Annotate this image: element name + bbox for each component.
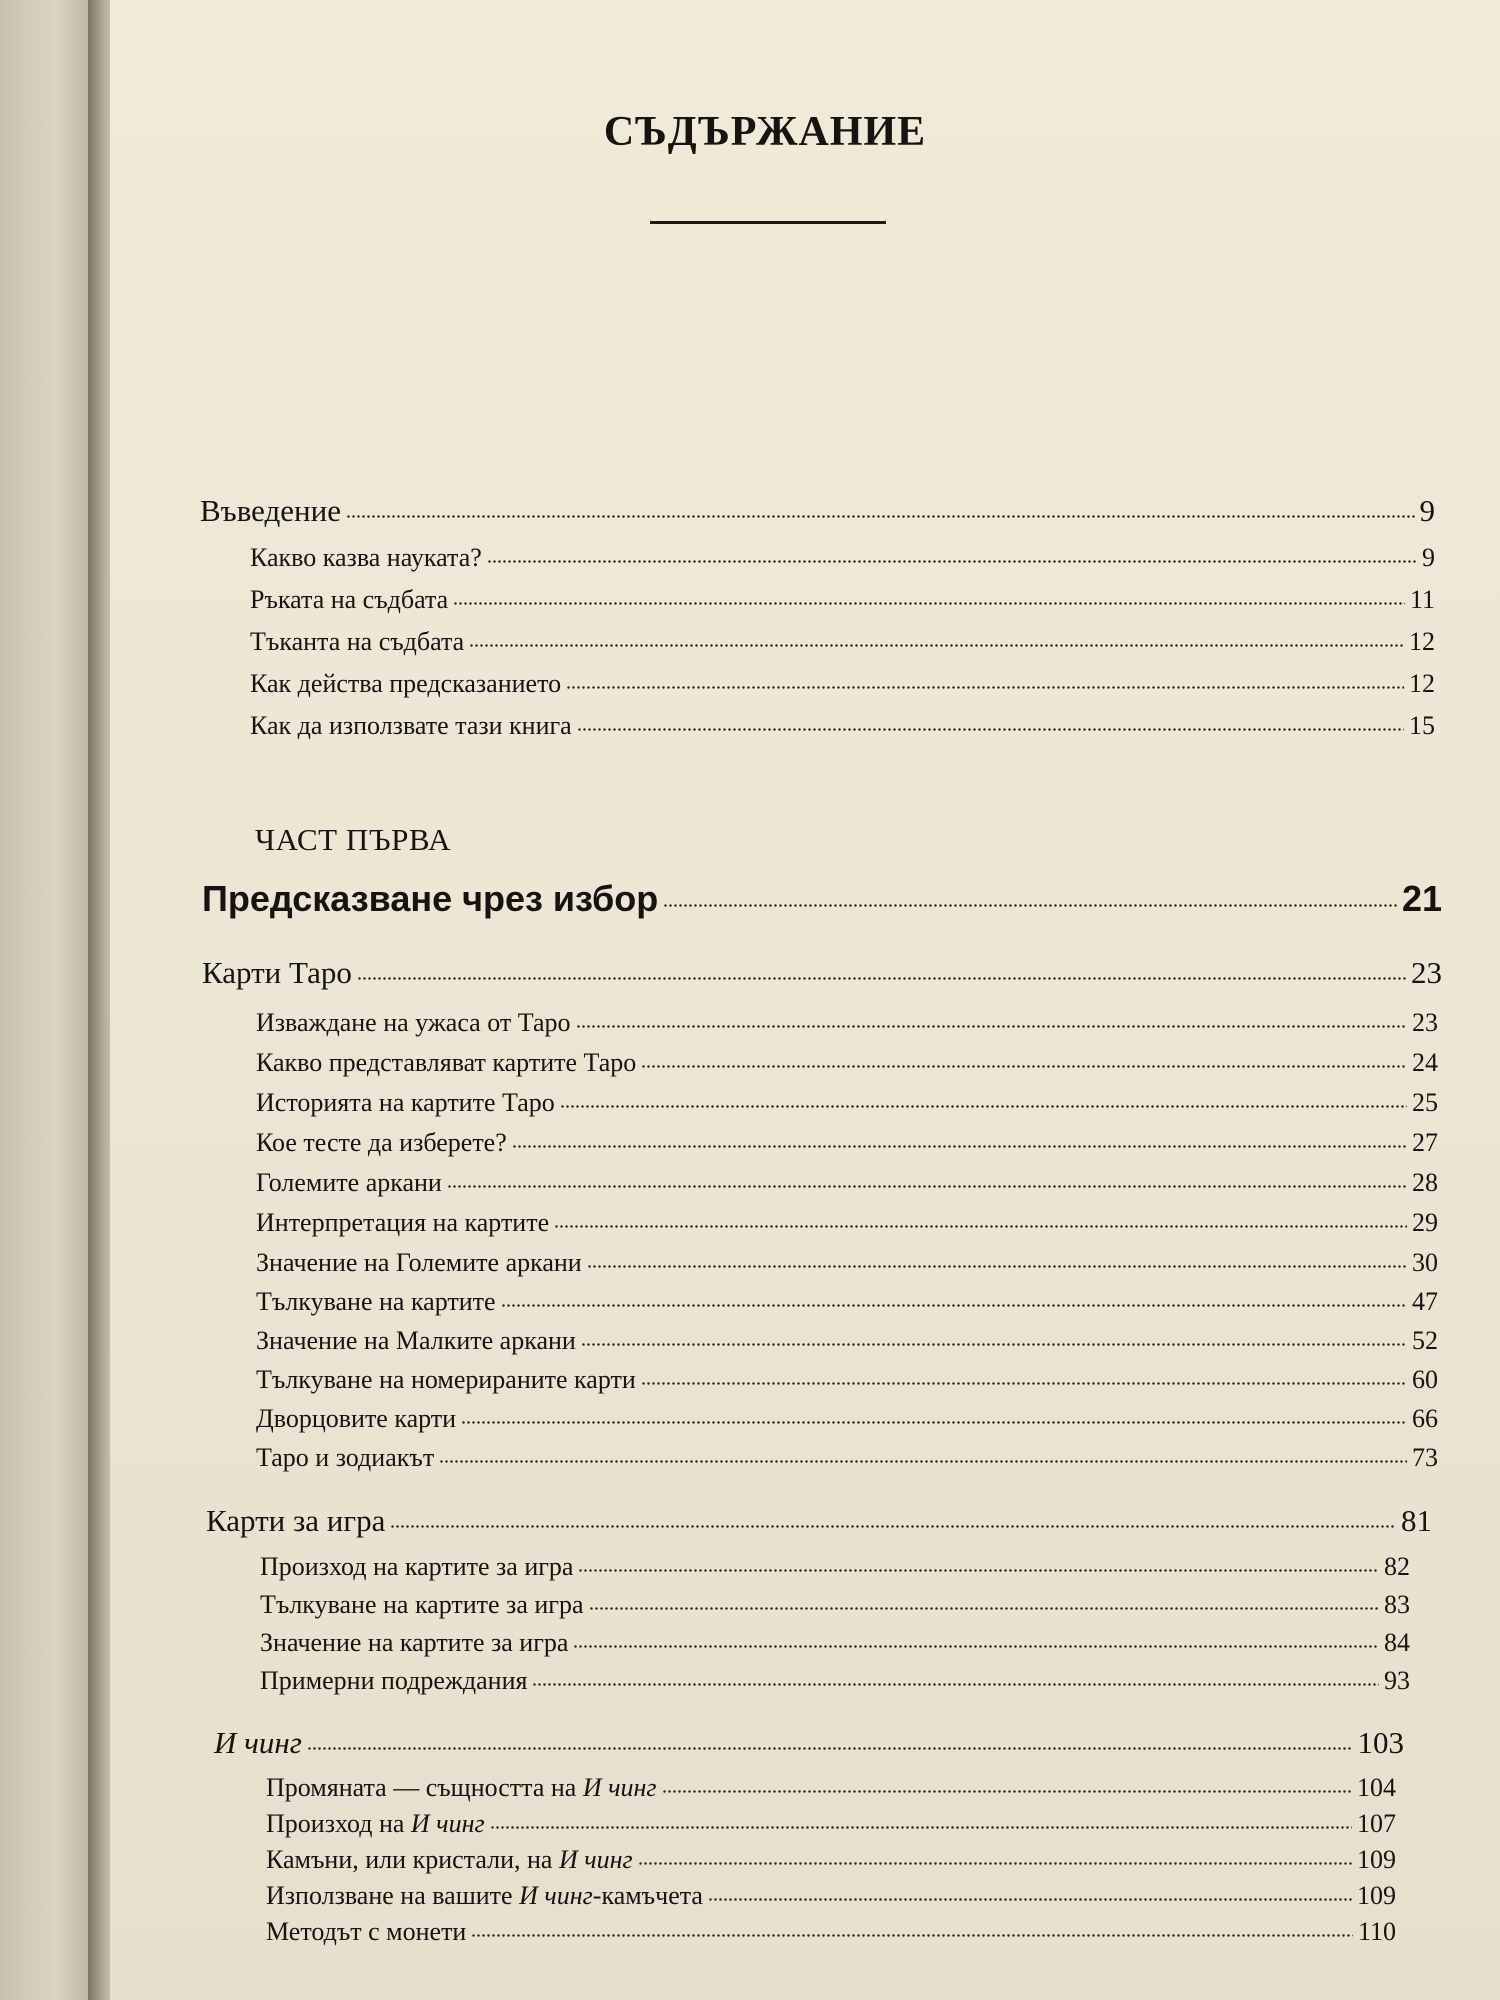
toc-item[interactable] [256, 1165, 1438, 1198]
leader-dots [638, 1839, 1352, 1865]
page-title: СЪДЪРЖАНИЕ [603, 109, 927, 155]
toc-item[interactable] [266, 1806, 1396, 1839]
leader-dots [447, 1162, 1407, 1188]
toc-entry-label: Дворцовите карти [256, 1404, 457, 1433]
toc-page-number: 82 [1384, 1552, 1410, 1581]
leader-dots [576, 1002, 1407, 1028]
toc-item[interactable] [256, 1085, 1438, 1118]
toc-page-number: 73 [1412, 1443, 1438, 1472]
toc-page-number: 30 [1412, 1248, 1438, 1277]
toc-entry-label: Примерни подреждания [260, 1666, 528, 1695]
toc-page-number: 60 [1412, 1365, 1438, 1394]
leader-dots [662, 1767, 1352, 1793]
toc-page-number: 28 [1412, 1168, 1438, 1197]
toc-entry-label: Тълкуване на номерираните карти [256, 1365, 636, 1394]
toc-item[interactable] [260, 1549, 1410, 1582]
toc-item[interactable] [256, 1005, 1438, 1038]
label-text: Използване на вашите [266, 1881, 520, 1910]
toc-page-number: 84 [1384, 1628, 1410, 1657]
label-italic-text: И чинг [410, 1809, 485, 1838]
toc-item[interactable] [250, 666, 1435, 699]
leader-dots [581, 1320, 1407, 1346]
label-italic-text: И чинг [558, 1845, 633, 1874]
toc-entry-label: Изваждане на ужаса от Таро [256, 1008, 571, 1037]
toc-page-number: 23 [1412, 1008, 1438, 1037]
toc-item[interactable] [256, 1323, 1438, 1356]
leader-dots [554, 1202, 1407, 1228]
leader-dots [512, 1122, 1407, 1148]
leader-dots [439, 1437, 1407, 1463]
toc-page-number: 24 [1412, 1048, 1438, 1077]
toc-page-number: 12 [1409, 669, 1435, 698]
toc-entry-label: Какво казва науката? [250, 543, 482, 572]
toc-page-number: 11 [1409, 585, 1435, 614]
toc-item[interactable] [256, 1205, 1438, 1238]
leader-dots [587, 1242, 1407, 1268]
toc-item[interactable] [250, 540, 1435, 573]
toc-page-number: 12 [1409, 627, 1435, 656]
toc-page-number: 107 [1357, 1809, 1396, 1838]
leader-dots [663, 871, 1397, 907]
toc-entry-label: Предсказване чрез избор [202, 878, 659, 919]
toc-page-number: 29 [1412, 1208, 1438, 1237]
leader-dots [357, 949, 1406, 980]
leader-dots [307, 1719, 1353, 1750]
toc-entry-label: Ръката на съдбата [250, 585, 449, 614]
toc-item[interactable] [250, 708, 1435, 741]
leader-dots [560, 1082, 1407, 1108]
toc-item[interactable] [256, 1045, 1438, 1078]
toc-page-number: 21 [1401, 878, 1442, 919]
toc-entry-label [266, 1917, 466, 1947]
toc-page-number: 47 [1412, 1287, 1438, 1316]
toc-entry-label [266, 1773, 657, 1803]
toc-entry-label: Карти за игра [206, 1503, 386, 1538]
leader-dots [490, 1803, 1352, 1829]
leader-dots [589, 1584, 1380, 1610]
toc-entry-label: Тъканта на съдбата [250, 627, 465, 656]
toc-entry-label [266, 1845, 633, 1875]
toc-item[interactable] [256, 1401, 1438, 1434]
leader-dots [532, 1660, 1379, 1686]
toc-item[interactable] [256, 1284, 1438, 1317]
toc-page-number: 23 [1411, 955, 1442, 990]
toc-entry-label: Въведение [200, 493, 341, 528]
toc-entry-label: И чинг [214, 1725, 302, 1760]
toc-item[interactable] [256, 1245, 1438, 1278]
toc-page-number: 93 [1384, 1666, 1410, 1695]
leader-dots [453, 579, 1405, 605]
toc-page-number: 104 [1357, 1773, 1396, 1802]
toc-page-number: 103 [1357, 1725, 1404, 1760]
toc-item[interactable] [266, 1770, 1396, 1803]
label-text: Методът с монети [266, 1917, 467, 1946]
leader-dots [469, 621, 1404, 647]
toc-page-number: 25 [1412, 1088, 1438, 1117]
label-text: Промяната — същността на [266, 1773, 583, 1802]
toc-entry-label: Таро и зодиакът [256, 1443, 435, 1472]
toc-entry-label: Значение на Малките аркани [256, 1326, 576, 1355]
table-of-contents [110, 0, 1500, 2000]
toc-page-number: 52 [1412, 1326, 1438, 1355]
leader-dots [708, 1875, 1352, 1901]
toc-heading-intro[interactable] [200, 490, 1435, 529]
label-italic-text: И чинг [582, 1773, 657, 1802]
leader-dots [461, 1398, 1407, 1424]
toc-heading-playing-cards[interactable] [206, 1500, 1432, 1539]
toc-entry-label: Значение на Големите аркани [256, 1248, 582, 1277]
left-page-edge [0, 0, 92, 2000]
toc-entry-label: Какво представляват картите Таро [256, 1048, 637, 1077]
toc-page-number: 109 [1357, 1881, 1396, 1910]
toc-entry-label [266, 1881, 703, 1911]
leader-dots [390, 1497, 1396, 1528]
toc-item[interactable] [256, 1440, 1438, 1473]
toc-entry-label: Тълкуване на картите за игра [260, 1590, 584, 1619]
toc-entry-label: Как действа предсказанието [250, 669, 562, 698]
toc-item[interactable] [266, 1842, 1396, 1875]
label-text: Произход на [266, 1809, 411, 1838]
toc-entry-label: Как да използвате тази книга [250, 711, 572, 740]
toc-item[interactable] [266, 1914, 1396, 1947]
toc-entry-label: Карти Таро [202, 955, 352, 990]
leader-dots [578, 1546, 1379, 1572]
toc-entry-label: Значение на картите за игра [260, 1628, 569, 1657]
toc-item[interactable] [260, 1587, 1410, 1620]
toc-item[interactable] [256, 1125, 1438, 1158]
toc-page-number: 110 [1357, 1917, 1396, 1946]
part-label: ЧАСТ ПЪРВА [255, 822, 451, 857]
toc-heading-part-one[interactable] [202, 875, 1442, 920]
toc-entry-label: Големите аркани [256, 1168, 442, 1197]
toc-page-number: 9 [1422, 543, 1435, 572]
toc-item[interactable] [260, 1625, 1410, 1658]
toc-entry-label [266, 1809, 485, 1839]
leader-dots [641, 1042, 1407, 1068]
toc-page-number: 9 [1419, 493, 1435, 528]
toc-heading-i-ching[interactable] [214, 1722, 1404, 1761]
toc-entry-label: Произход на картите за игра [260, 1552, 574, 1581]
toc-entry-label: Тълкуване на картите [256, 1287, 496, 1316]
leader-dots [577, 705, 1404, 731]
leader-dots [641, 1359, 1407, 1385]
toc-entry-label: Историята на картите Таро [256, 1088, 555, 1117]
toc-item[interactable] [266, 1878, 1396, 1911]
toc-entry-label: Интерпретация на картите [256, 1208, 550, 1237]
label-italic-text: И чинг [519, 1881, 593, 1910]
toc-item[interactable] [260, 1663, 1410, 1696]
toc-item[interactable] [256, 1362, 1438, 1395]
leader-dots [346, 487, 1415, 518]
label-suffix-text: -камъчета [592, 1881, 703, 1910]
leader-dots [573, 1622, 1379, 1648]
leader-dots [566, 663, 1404, 689]
leader-dots [471, 1911, 1353, 1937]
toc-page-number: 83 [1384, 1590, 1410, 1619]
leader-dots [487, 537, 1417, 563]
toc-page-number: 27 [1412, 1128, 1438, 1157]
toc-page-number: 66 [1412, 1404, 1438, 1433]
contents-page [110, 0, 1500, 2000]
toc-heading-tarot[interactable] [202, 952, 1442, 991]
toc-page-number: 15 [1409, 711, 1435, 740]
toc-page-number: 81 [1401, 1503, 1432, 1538]
toc-entry-label: Кое тесте да изберете? [256, 1128, 507, 1157]
toc-item[interactable] [250, 582, 1435, 615]
leader-dots [501, 1281, 1407, 1307]
toc-page-number: 109 [1357, 1845, 1396, 1874]
toc-item[interactable] [250, 624, 1435, 657]
label-text: Камъни, или кристали, на [266, 1845, 559, 1874]
